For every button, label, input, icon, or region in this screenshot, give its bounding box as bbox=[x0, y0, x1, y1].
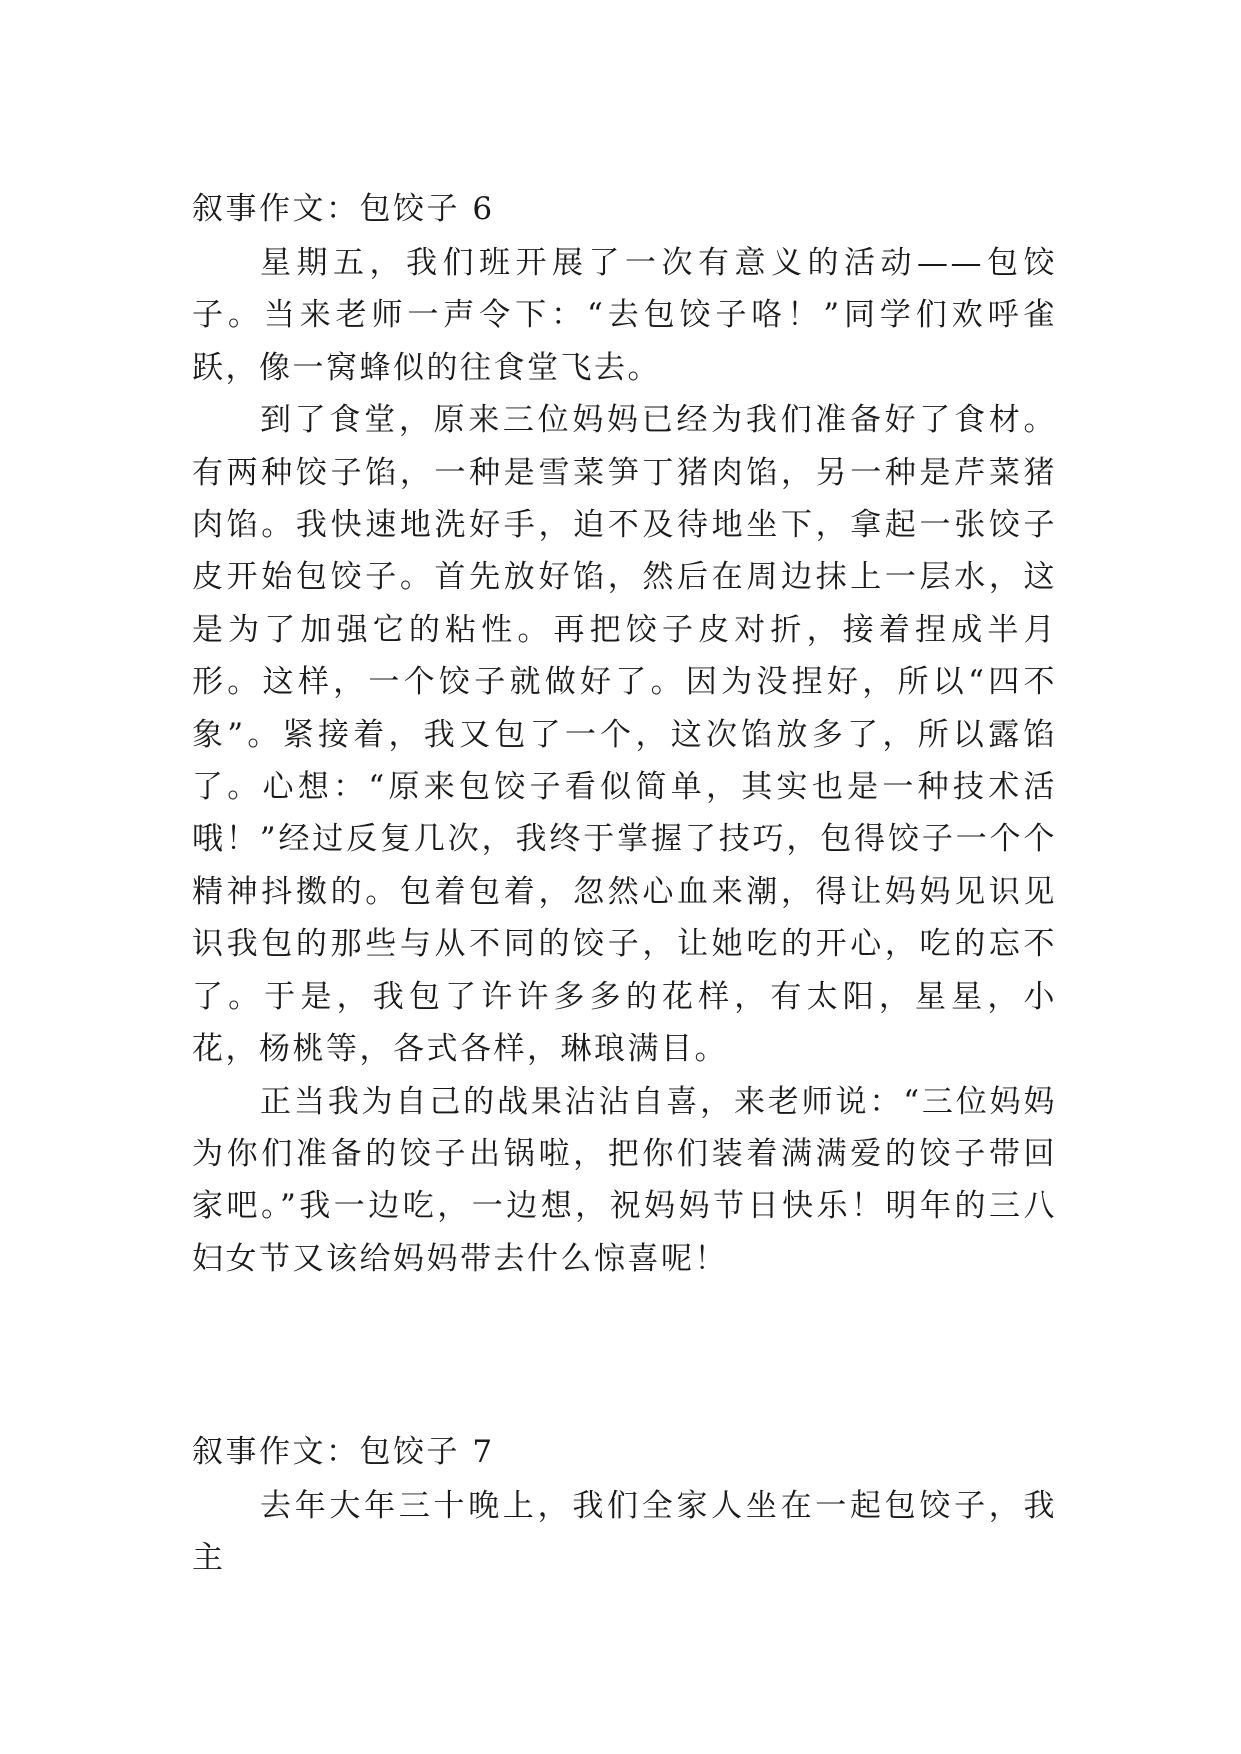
essay-6-paragraph-3: 正当我为自己的战果沾沾自喜，来老师说：“三位妈妈为你们准备的饺子出锅啦，把你们装着满满爱的饺子带回家吧。”我一边吃，一边想，祝妈妈节日快乐！明年的三八妇女节又该给妈妈带去什么惊喜呢！ bbox=[192, 1083, 1057, 1277]
essay-7-paragraph-1: 去年大年三十晚上，我们全家人坐在一起包饺子，我主 bbox=[192, 1488, 1057, 1577]
essay-6-paragraph-2: 到了食堂，原来三位妈妈已经为我们准备好了食材。有两种饺子馅，一种是雪菜笋丁猪肉馅，另一种是芹菜猪肉馅。我快速地洗好手，迫不及待地坐下，拿起一张饺子皮开始包饺子。首先放好馅，然后在周边抹上一层水，这是为了加强它的粘性。再把饺子皮对折，接着捏成半月形。这样，一个饺子就做好了。因为没捏好，所以“四不象”。紧接着，我又包了一个，这次馅放多了，所以露馅了。心想：“原来包饺子看似简单，其实也是一种技术活哦！”经过反复几次，我终于掌握了技巧，包得饺子一个个精神抖擞的。包着包着，忽然心血来潮，得让妈妈见识见识我包的那些与从不同的饺子，让她吃的开心，吃的忘不了。于是，我包了许许多多的花样，有太阳，星星，小花，杨桃等，各式各样，琳琅满目。 bbox=[192, 402, 1057, 1068]
essay-6-paragraph-1: 星期五，我们班开展了一次有意义的活动——包饺子。当来老师一声令下：“去包饺子咯！”同学们欢呼雀跃，像一窝蜂似的往食堂飞去。 bbox=[192, 245, 1057, 386]
essay-6-body bbox=[192, 237, 1057, 1285]
essay-7-body bbox=[192, 1480, 1057, 1585]
essay-7-title: 叙事作文：包饺子 7 bbox=[192, 1434, 495, 1470]
essay-6-title: 叙事作文：包饺子 6 bbox=[192, 191, 495, 227]
